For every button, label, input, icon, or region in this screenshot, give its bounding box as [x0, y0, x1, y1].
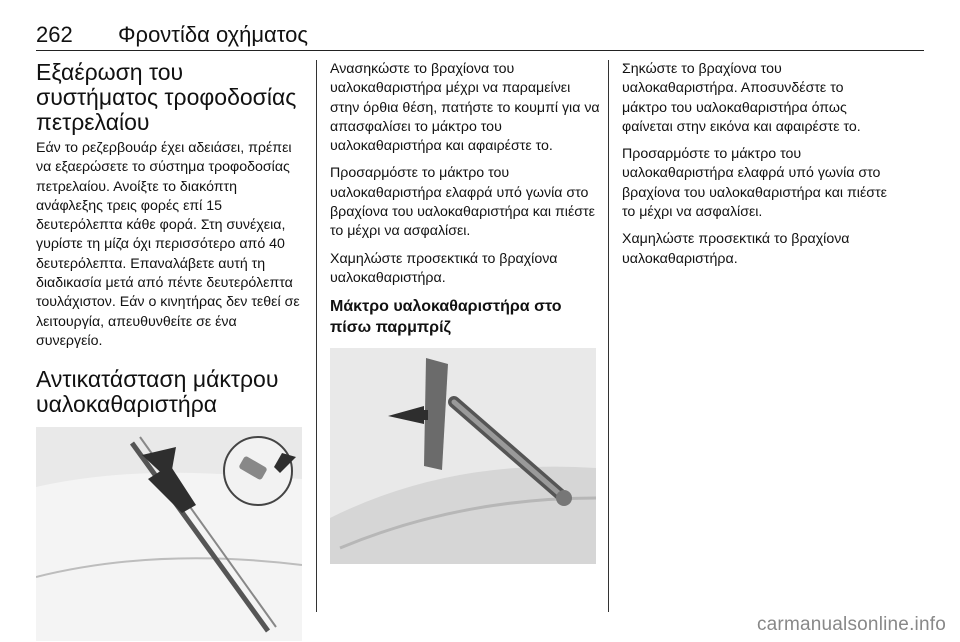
rear-wiper-subheading: Μάκτρο υαλοκαθαριστήρα στο πίσω παρμπρίζ — [330, 298, 562, 337]
running-title: Φροντίδα οχήματος — [118, 22, 308, 47]
column-2 — [330, 60, 600, 564]
front-wiper-step-1: Ανασηκώστε το βραχίονα του υαλοκαθαριστήρα μέχρι να παραμείνει στην όρθια θέση, πατήστε το κουμπί για να απασφαλίσει το μάκτρο του υαλοκαθαριστήρα και αφαιρέστε το. — [330, 61, 600, 155]
fuel-bleed-text: Εάν το ρεζερβουάρ έχει αδειάσει, πρέπει να εξαερώσετε το σύστημα τροφοδοσίας πετρελαίου. Ανοίξτε το διακόπτη ανάφλεξης τρεις φορές επί 15 δευτερόλεπτα κάθε φορά. Στη συνέχεια, γυρίστε τη μίζα όχι περισσότερο από 40 δευτερόλεπτα. Επαναλάβετε αυτή τη διαδικασία μετά από πέντε δευτερόλεπτα τουλάχιστον. Εάν ο κινητήρας δεν τεθεί σε λειτουργία, απευθυνθείτε σε ένα συνεργείο. — [36, 140, 300, 349]
front-wiper-step-3: Χαμηλώστε προσεκτικά το βραχίονα υαλοκαθαριστήρα. — [330, 250, 558, 286]
column-divider — [608, 60, 609, 612]
front-wiper-illustration — [36, 427, 302, 641]
page-header — [36, 16, 924, 51]
section-title-wiper-blade: Αντικατάσταση μάκτρου υαλοκαθαριστήρα — [36, 366, 279, 418]
column-3 — [622, 60, 892, 277]
rear-wiper-illustration — [330, 348, 596, 564]
section-title-fuel-bleed: Εξαέρωση του συστήματος τροφοδοσίας πετρελαίου — [36, 59, 297, 135]
wiper-pivot — [556, 490, 572, 506]
removal-arrow-shaft — [412, 410, 428, 420]
rear-wiper-step-3: Χαμηλώστε προσεκτικά το βραχίονα υαλοκαθαριστήρα. — [622, 231, 850, 267]
page-number: 262 — [36, 22, 73, 47]
rear-wiper-step-1: Σηκώστε το βραχίονα του υαλοκαθαριστήρα. Αποσυνδέστε το μάκτρο του υαλοκαθαριστήρα όπως φαίνεται στην εικόνα και αφαιρέστε το. — [622, 61, 861, 135]
watermark: carmanualsonline.info — [756, 614, 946, 635]
rear-wiper-step-2: Προσαρμόστε το μάκτρο του υαλοκαθαριστήρα ελαφρά υπό γωνία στο βραχίονα του υαλοκαθαριστήρα και πιέστε το μέχρι να ασφαλίσει. — [622, 146, 887, 221]
front-wiper-step-2: Προσαρμόστε το μάκτρο του υαλοκαθαριστήρα ελαφρά υπό γωνία στο βραχίονα του υαλοκαθαριστήρα και πιέστε το μέχρι να ασφαλίσει. — [330, 165, 595, 240]
column-1 — [36, 60, 304, 641]
column-divider — [316, 60, 317, 612]
